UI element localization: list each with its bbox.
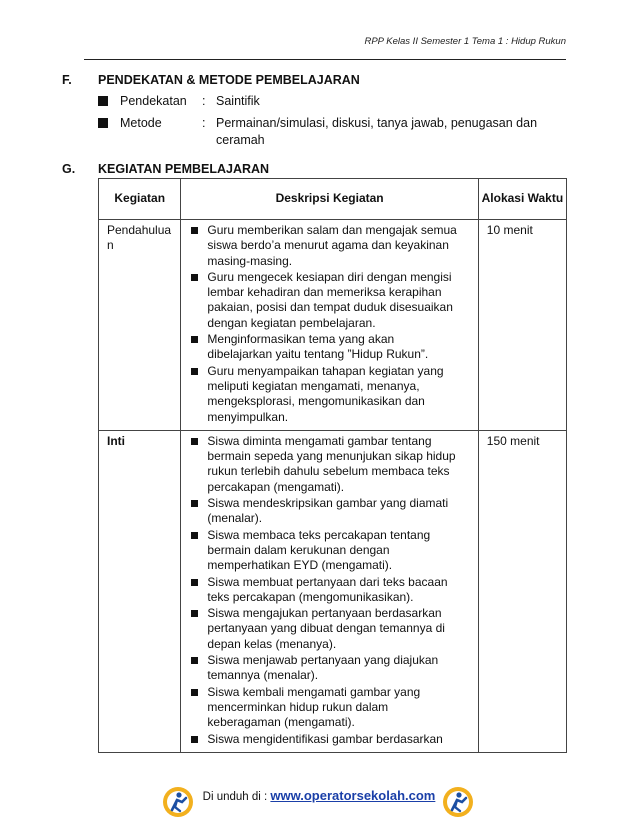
method-row [98,115,566,149]
header-divider [84,59,566,60]
footer-prefix: Di unduh di : [202,791,271,803]
activities-cell [181,220,478,431]
list-item: Guru mengecek kesiapan diri dengan mengisi lembar kehadiran dan memeriksa kerapihan pakaian, posisi dan tempat duduk disesuaikan dengan kegiatan pembelajaran. [191,270,459,331]
approach-label: Pendekatan [120,94,187,108]
header-deskripsi: Deskripsi Kegiatan [181,179,478,220]
running-header: RPP Kelas II Semester 1 Tema 1 : Hidup Rukun [364,36,566,47]
list-item: Siswa mengidentifikasi gambar berdasarkan [191,732,459,747]
method-label: Metode [120,116,162,130]
school-logo-icon [442,786,474,818]
time-cell: 150 menit [478,430,566,752]
table-row [99,430,567,752]
list-item: Siswa membuat pertanyaan dari teks bacaan teks percakapan (mengomunikasikan). [191,575,459,606]
list-item: Guru menyampaikan tahapan kegiatan yang meliputi kegiatan mengamati, menanya, mengeksplorasi, mengomunikasikan dan menyimpulkan. [191,364,459,425]
approach-colon: : [202,94,206,108]
section-g-letter: G. [62,162,76,176]
method-value: Permainan/simulasi, diskusi, tanya jawab, penugasan dan ceramah [216,116,538,147]
header-alokasi: Alokasi Waktu [478,179,566,220]
list-item: Menginformasikan tema yang akan dibelajarkan yaitu tentang ”Hidup Rukun”. [191,332,459,363]
section-g-title: KEGIATAN PEMBELAJARAN [98,162,270,176]
list-item: Siswa mengajukan pertanyaan berdasarkan pertanyaan yang dibuat dengan temannya di depan kelas (menanya). [191,606,459,652]
list-item: Siswa membaca teks percakapan tentang bermain dalam kerukunan dengan memperhatikan EYD (mengamati). [191,528,459,574]
list-item: Siswa diminta mengamati gambar tentang bermain sepeda yang menunjukan sikap hidup rukun terlebih dahulu sebelum membaca teks percakapan (mengamati). [191,434,459,495]
footer-link[interactable]: www.operatorsekolah.com [270,788,436,803]
section-f-letter: F. [62,73,72,87]
approach-value: Saintifik [216,94,260,108]
phase-cell: Pendahuluan [99,220,181,431]
list-item: Guru memberikan salam dan mengajak semua siswa berdo’a menurut agama dan keyakinan masing-masing. [191,223,459,269]
phase-cell: Inti [99,430,181,752]
approach-row [98,93,566,110]
section-f-title: PENDEKATAN & METODE PEMBELAJARAN [98,73,360,87]
list-item: Siswa kembali mengamati gambar yang mencerminkan hidup rukun dalam keberagaman (mengamati). [191,685,459,731]
bullet-square-icon [98,118,108,128]
footer [0,788,638,803]
list-item: Siswa menjawab pertanyaan yang diajukan temannya (menalar). [191,653,459,684]
table-header-row [99,179,567,220]
method-colon: : [202,116,206,130]
header-kegiatan: Kegiatan [99,179,181,220]
bullet-square-icon [98,96,108,106]
list-item: Siswa mendeskripsikan gambar yang diamati (menalar). [191,496,459,527]
time-cell: 10 menit [478,220,566,431]
activities-cell [181,430,478,752]
activities-table [98,178,567,753]
table-row [99,220,567,431]
